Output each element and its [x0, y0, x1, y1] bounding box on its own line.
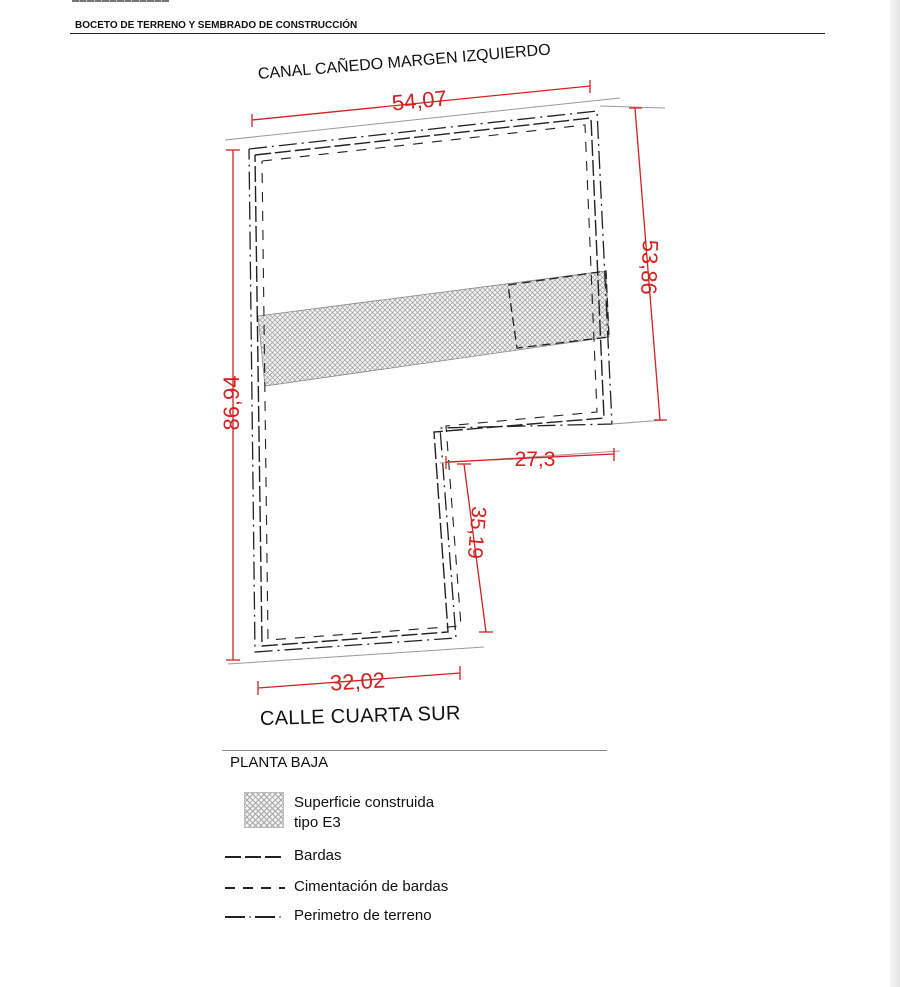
legend-item-built-surface-line2: tipo E3 — [294, 814, 341, 831]
legend-item-cimentacion: Cimentación de bardas — [294, 878, 449, 895]
dimension-south: 32,02 — [329, 667, 386, 696]
terrain-perimeter — [249, 111, 612, 652]
dimension-north: 54,07 — [390, 85, 448, 116]
north-boundary-label: CANAL CAÑEDO MARGEN IZQUIERDO — [257, 41, 552, 83]
cropped-header-fragment: ▬▬▬▬▬▬▬▬▬▬▬▬▬ — [72, 0, 170, 4]
legend-hatch-swatch — [244, 792, 284, 828]
legend-perimetro-symbol — [225, 916, 285, 918]
document-title: BOCETO DE TERRENO Y SEMBRADO DE CONSTRUCCIÓN — [75, 20, 358, 31]
dimension-west: 86,94 — [219, 375, 244, 431]
south-boundary-label: CALLE CUARTA SUR — [259, 702, 462, 730]
legend-item-built-surface-line1: Superficie construida — [294, 794, 435, 811]
legend-bardas-symbol — [225, 856, 285, 858]
built-surface-hatch — [258, 271, 609, 386]
cimentacion-bardas — [262, 125, 597, 640]
legend-rule — [222, 750, 607, 751]
dimension-notch-vertical: 35,19 — [462, 505, 491, 560]
legend-item-perimetro: Perimetro de terreno — [294, 907, 432, 924]
legend-cimentacion-symbol — [225, 887, 285, 889]
legend-item-built-surface — [294, 793, 434, 833]
dimension-east: 53,86 — [636, 239, 663, 296]
legend-item-bardas: Bardas — [294, 847, 342, 864]
bardas-wall — [255, 118, 604, 646]
legend-title: PLANTA BAJA — [230, 754, 329, 771]
dimension-notch-horizontal: 27,3 — [514, 448, 556, 471]
